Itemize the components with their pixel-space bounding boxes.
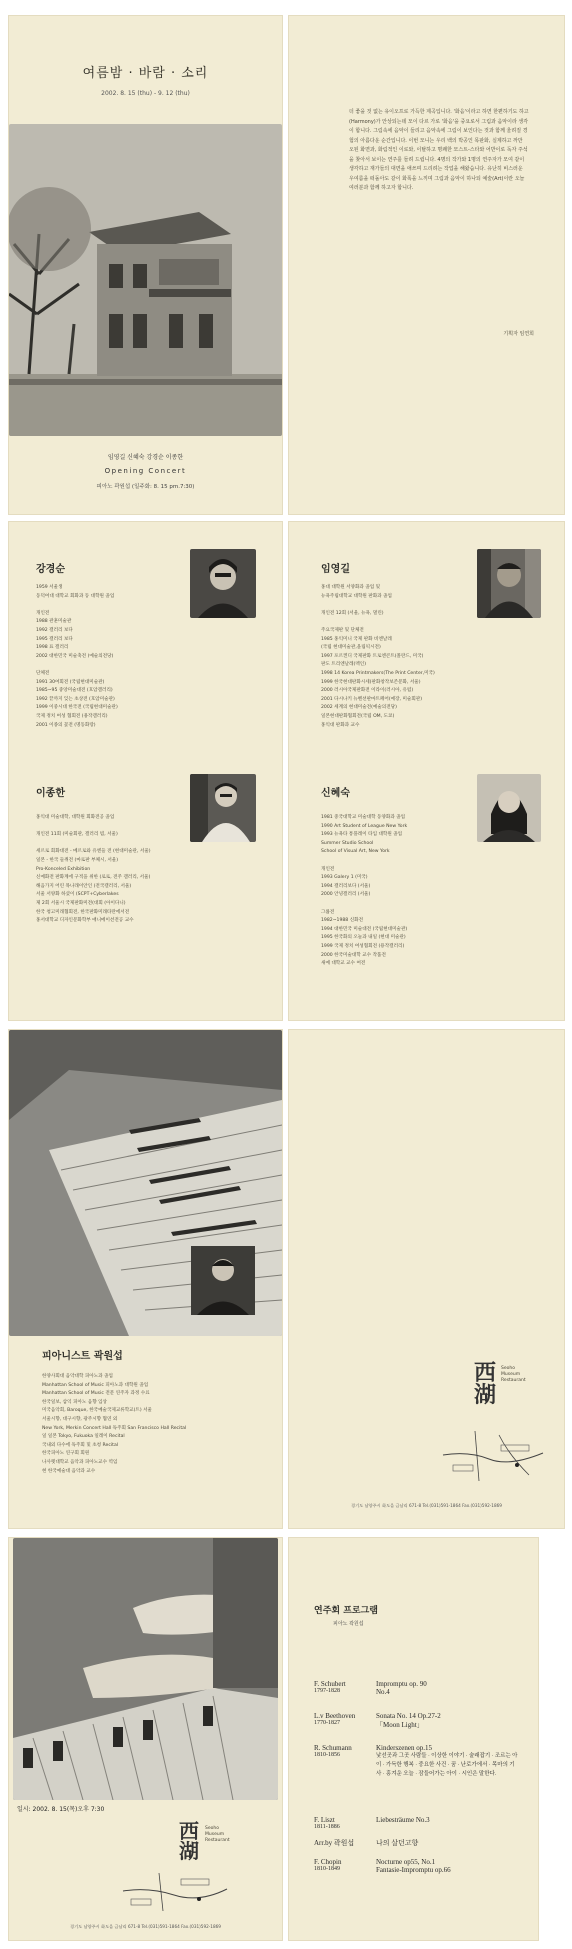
artist-name-lim: 임영길 bbox=[321, 564, 350, 575]
house-photo bbox=[9, 124, 282, 436]
pianist-title: 피아니스트 곽원섭 bbox=[42, 1351, 123, 1362]
concert-address: 경기도 남양주시 화도읍 금남리 671-8 Tel.(031)591-1864 Fax.(031)592-1869 bbox=[70, 1924, 221, 1929]
program-item: F. Schubert 1797-1828 Impromptu op. 90 No.4 bbox=[314, 1680, 427, 1696]
page-artists-b bbox=[289, 522, 564, 1020]
page-concert bbox=[9, 1538, 282, 1940]
page-pianist bbox=[9, 1030, 282, 1528]
concert-map bbox=[119, 1869, 229, 1913]
artist-name-shin: 신혜숙 bbox=[321, 788, 350, 799]
page-intro bbox=[289, 16, 564, 514]
artist-bio-lee: 홍익대 미술대학, 대학원 회화전공 졸업 개인전 11회 (미술회관, 갤러리 빔, 서울) 세르로 회화대전 - 메르로와 유엔들 전 (현대미술관, 서울) 일본 - 한국 들쥐전 (마로판 부체시, 서울) Pro-Konceled Exhibition 신예화전 판화계에 구적을 위한 (로로, 전주 갤러리, 서울) 해음가지 어린 목나래이안인 (전국갤러리, 서울) 서울 서양화 하셨이 (SCPT+Cyberlakes 제 2회 서울시 국제판화미전(대회 (아이다니) 한국 청고미래협회전, 한국판화미래타란에서전 홍서대학교 디자인문화학부 애니메이션전공 교수 bbox=[36, 815, 151, 924]
page-artists-a bbox=[9, 522, 282, 1020]
gallery-logo: 西湖 bbox=[474, 1360, 497, 1408]
artist-name-kang: 강경순 bbox=[36, 564, 65, 575]
artist-photo-kang bbox=[190, 549, 256, 618]
cover-dates: 2002. 8. 15 (thu) - 9. 12 (thu) bbox=[101, 90, 190, 97]
program-item: R. Schumann 1810-1856 Kinderszenen op.15 낯선곳과 그곳 사람들 · 이상한 이야기 · 술래잡기 · 조르는 아이 · 가득한 행복 · 중요한 사건 · 꿈 · 난로가에서 · 목마의 기사 · 흥겨운 오늘 · 잠들어가는 아이 · 시인은 말한다. bbox=[314, 1744, 518, 1777]
gallery-address: 경기도 남양주시 화도읍 금남리 671-8 Tel.(031)591-1864 Fax.(031)592-1869 bbox=[351, 1503, 502, 1508]
artist-bio-kang: 1959 서울생 동덕여대 대학교 회화과 동 대학원 졸업 개인전 1988 관훈미술관 1992 갤러리 보다 1995 갤러리 보다 1998 표 갤러리 2002 대한민국 미술축전 (예술의전당) 단체전 1991 30여회전 (국립현대미술관) 1985~95 중앙미술대전 (호암갤러리) 1992 끝까지 잊는 초상전 (호암미술관) 1999 이중시대 한국전 (국립현대미술관) 국제 정치 여성 협회전 (용작갤러리) 2001 이종의 꽃전 (명동화랑) bbox=[36, 585, 118, 728]
program-title: 연주회 프로그램 bbox=[314, 1606, 378, 1616]
program-item: L.v Beethoven 1770-1827 Sonata No. 14 Op.27-2 「Moon Light」 bbox=[314, 1712, 441, 1729]
piano-photo bbox=[9, 1030, 282, 1336]
page-gallery bbox=[289, 1030, 564, 1528]
concert-logo: 西湖 bbox=[179, 1819, 199, 1863]
artist-photo-shin bbox=[477, 774, 541, 842]
artist-bio-lim: 홍대 대학원 서양화과 졸업 및 뉴욕주립대학교 대학원 판화과 졸업 개인전 12회 (서울, 뉴욕, 멀린) 주요국제판 및 단체전 1985 홍익미니 국제 판화 비엔날레 (국립 현대미술관,올림픽시전) 1997 포르켄디 국제판화 트로엔콘트(폴란드, 미국) 판도 트리엔날레(멕인) 1998 14 Korea Printmakers(The Print Center,미국) 1999 한국현대판화시세(판화창작보존문화, 서울) 2000 러시아국제판화전 이라이(러시아, 유럽) 2001 다시나키 뉴벤션판마트페어(예장, 미술회관) 2002 세계의 현대미술전(예술의전당) 일본현대판화협회전(국립 OM, 도쿄) 홍익대 판화과 교수 bbox=[321, 585, 435, 728]
cover-title: 여름밤 · 바람 · 소리 bbox=[82, 66, 209, 81]
concert-gallery-en: Seoho Museum Restaurant bbox=[205, 1826, 230, 1843]
program-subtitle: 피아노 곽원섭 bbox=[333, 1621, 364, 1627]
hands-photo bbox=[13, 1538, 278, 1800]
cover-artists: 임영길 신혜숙 강경순 이종한 bbox=[107, 454, 184, 461]
cover-piano: 피아노 곽원섭 (일주화: 8. 15 pm.7:30) bbox=[96, 484, 195, 490]
page-cover bbox=[9, 16, 282, 514]
concert-when: 일시: 2002. 8. 15(목)오후 7:30 bbox=[17, 1806, 105, 1813]
intro-sign: 기획자 임연희 bbox=[503, 331, 534, 337]
program-item: Arr.by 곽원섭 나의 살던고향 bbox=[314, 1839, 419, 1847]
program-item: F. Chopin 1810-1849 Nocturne op55, No.1 Fantasie-Impromptu op.66 bbox=[314, 1858, 451, 1874]
cover-concert: Opening Concert bbox=[104, 467, 187, 475]
artist-photo-lee bbox=[190, 774, 256, 842]
page-program bbox=[289, 1538, 538, 1940]
gallery-name-en: Seoho Museum Restaurant bbox=[501, 1366, 526, 1383]
program-list bbox=[314, 1680, 519, 1888]
pianist-bio: 한양사회대 음악대학 피아노과 졸업 Manhattan School of Music 피아노과 대학원 졸업 Manhattan School of Music 전문 연주자 과정 수료 한국일보, 삼익 피아노 음향 입상 미국음악회, Baroque, 한국예술국제교류학교(트) 서울 서울시향, 대구시향, 광주시향 협연 외 New York, Merkin Concert Hall 독주회 San Francisco Hall Recital 일 일본 Tokyo, Fukuoka 일레이 Recital 국내외 다수에 독주회 및 초청 Recital 한국피아노 연구회 회원 나사렛대학교 음악과 피아노교수 역임 현 한국예술대 음악과 교수 bbox=[42, 1374, 187, 1474]
program-item: F. Liszt 1811-1886 Liebesträume No.3 bbox=[314, 1816, 430, 1830]
gallery-map bbox=[439, 1425, 547, 1485]
artist-bio-shin: 1981 중국대학교 미술대학 동양화과 졸업 1990 Art Student of League New York 1993 뉴욕타 통플레이 타입 대학원 졸업 Summer Studio School School of Visual Art, New York 개인전 1993 Galery 1 (미국) 1994 갤러리보다 (서울) 2000 안녕갤러리 (서울) 그룹전 1982~1988 신화전 1994 대한민국 미술대전 (국립현대미술관) 1995 한국화의 오늘과 내일 (현대 미술관) 1999 국제 정치 여성협회전 (용작갤러리) 2000 한국미술대학 교수 작품전 새예 대학교 교수 여전 bbox=[321, 815, 408, 967]
artist-name-lee: 이종한 bbox=[36, 788, 65, 799]
artist-photo-lim bbox=[477, 549, 541, 618]
intro-text: 더 좋을 것 없는 유이오프로 가득한 제곡입니다. '화음'이라고 하면 한편하기도 하고(Harmony)가 안상되는데 모이 다르 가로 '화음'을 중요로서 그림과 음악이라 생각이 합니다. 그림속에 음악이 들리고 음악속에 그림이 보인다는 것과 함께 울려질 경험의 아름다운 순간입니다. 이번 모니는 우리 백의 박공인 목판화, 실제하고 까만 오된 화면과, 화림적인 이로와, 이탈하고 명쾌한 모스트-스타와 어반이로 독자 주석을 찾아서 보이는 연주를 들려 드립니다. 4명의 작가와 1명의 연주자가 모여 같이 생각하고 재가들의 대면을 애쓰며 드리려는 작업을 해왔습니다. 유난히 비스러운 우여름을 떠돌아도 같이 화폭을 느끼며 그림과 음악이 하나되 예술(Art)이란 오늘 여러분과 함께 하고자 합니다. bbox=[349, 109, 529, 191]
